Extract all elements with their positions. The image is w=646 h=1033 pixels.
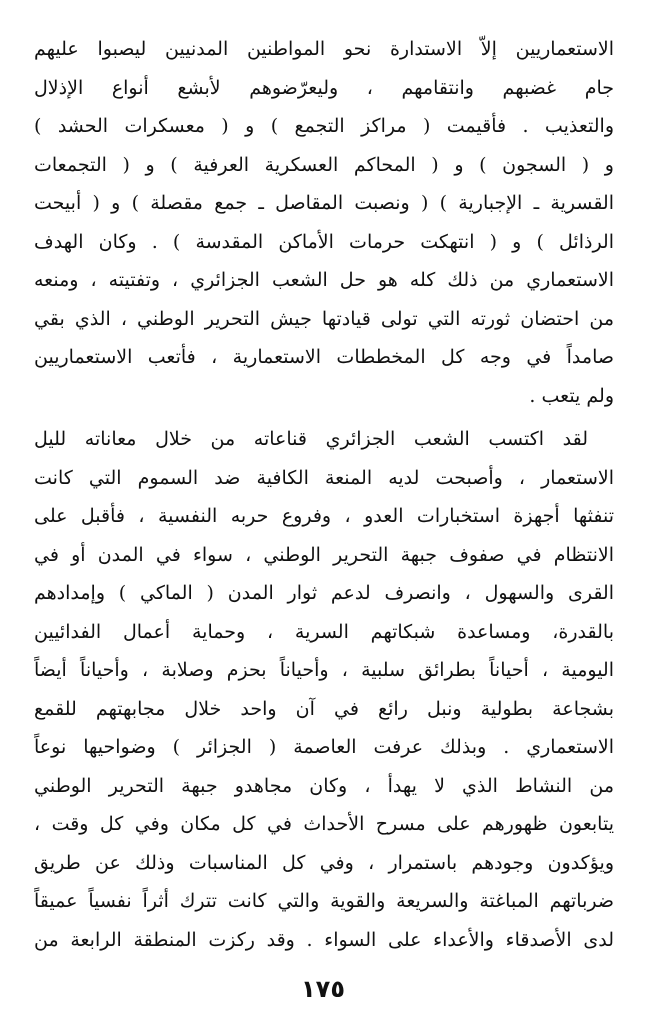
text-line: جام غضبهم وانتقامهم ، وليعرّضوهم لأبشع أنواع الإذلال [34,76,614,99]
text-line: الاستعماري . وبذلك عرفت العاصمة ( الجزائر ) وضواحيها نوعاً [34,736,614,758]
text-line: يتابعون ظهورهم على مسرح الأحداث في كل مكان وفي كل وقت ، [34,813,614,835]
text-line: الاستعماريين إلاّ الاستدارة نحو المواطنين المدنيين ليصبوا عليهم [34,38,614,60]
text-line: القرى والسهول ، وانصرف لدعم ثوار المدن ( الماكي ) وإمدادهم [34,582,614,604]
text-line: ويؤكدون وجودهم باستمرار ، وفي كل المناسبات وذلك عن طريق [34,851,614,874]
paragraph-2 [34,420,614,959]
text-line-indented: لقد اكتسب الشعب الجزائري قناعاته من خلال معاناته لليل [34,428,588,450]
text-line: اليومية ، أحياناً بطرائق سلبية ، وأحياناً بحزم وصلابة ، وأحياناً أيضاً [34,659,614,681]
text-line: الاستعماري من ذلك كله هو حل الشعب الجزائري ، وتفتيته ، ومنعه [34,269,614,291]
text-line: بالقدرة، ومساعدة شبكاتهم السرية ، وحماية أعمال الفدائيين [34,620,614,643]
text-line: الانتظام في صفوف جبهة التحرير الوطني ، سواء في المدن أو في [34,543,614,566]
paragraph-1 [34,30,614,415]
text-line: والتعذيب . فأقيمت ( مراكز التجمع ) و ( معسكرات الحشد ) [34,115,614,137]
text-line: ولم يتعب . [529,384,614,407]
text-line: من النشاط الذي لا يهدأ ، وكان مجاهدو جبهة التحرير الوطني [34,774,614,797]
text-line: تنفثها أجهزة استخبارات العدو ، وفروع حربه النفسية ، فأقبل على [34,505,614,527]
text-line: لدى الأصدقاء والأعداء على السواء . وقد ركزت المنطقة الرابعة من [34,928,614,951]
text-line: الرذائل ) و ( انتهكت حرمات الأماكن المقدسة ) . وكان الهدف [34,230,614,253]
text-line: الاستعمار ، وأصبحت لديه المنعة الكافية ضد السموم التي كانت [34,466,614,489]
text-line: القسرية ـ الإجبارية ) ( ونصبت المقاصل ـ جمع مقصلة ) و ( أبيحت [34,192,614,214]
text-line: بشجاعة بطولية ونبل رائع في آن واحد خلال مجابهتهم للقمع [34,697,614,720]
text-line: ضرباتهم المباغتة والسريعة والقوية والتي كانت تترك أثراً نفسياً عميقاً [34,890,614,912]
text-line: و ( السجون ) و ( المحاكم العسكرية العرفية ) و ( التجمعات [34,153,614,176]
text-line: من احتضان ثورته التي تولى قيادتها جيش التحرير الوطني ، الذي بقي [34,307,614,330]
page-number: ١٧٥ [301,975,345,1003]
text-line: صامداً في وجه كل المخططات الاستعمارية ، فأتعب الاستعماريين [34,346,614,368]
